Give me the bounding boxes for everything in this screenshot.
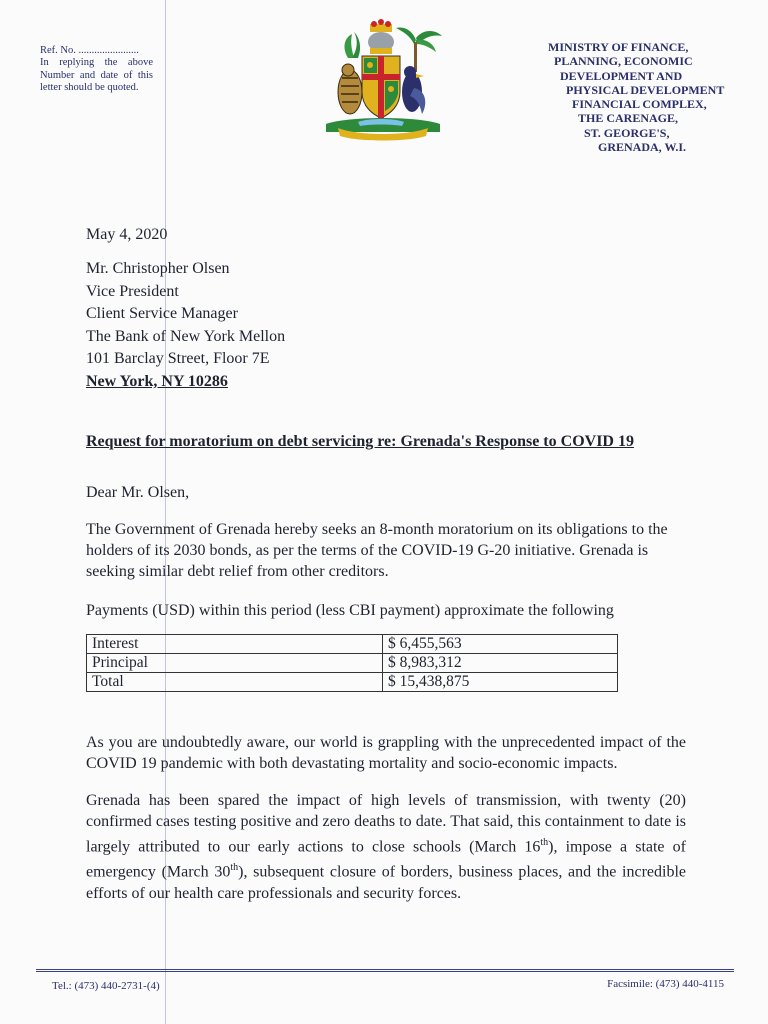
ministry-line-2: PLANNING, ECONOMIC (554, 54, 693, 69)
payment-label: Total (87, 673, 383, 692)
response-text-part-2: ), impose a state of emergency (March 30 (86, 838, 687, 881)
footer-facsimile: Facsimile: (473) 440-4115 (607, 978, 724, 990)
ministry-line-3: DEVELOPMENT AND (560, 68, 683, 83)
recipient-organization: The Bank of New York Mellon (86, 327, 286, 345)
payment-label: Interest (87, 635, 383, 654)
table-row (87, 673, 618, 692)
payment-amount: $ 6,455,563 (383, 635, 618, 654)
letter-date: May 4, 2020 (86, 226, 168, 243)
grenada-coat-of-arms-icon (318, 18, 448, 144)
footer-divider (36, 969, 734, 970)
ministry-line-4: PHYSICAL DEVELOPMENT (566, 82, 725, 97)
paragraph-pandemic-impact: As you are undoubtedly aware, our world is grappling with the unprecedented impact of the COVID 19 pandemic with both devastating mortality and socio-economic impacts. (86, 734, 686, 772)
recipient-name: Mr. Christopher Olsen (86, 260, 230, 277)
paragraph-grenada-response (86, 790, 686, 904)
paragraph-payments-intro: Payments (USD) within this period (less CBI payment) approximate the following (86, 602, 614, 619)
table-row (87, 635, 618, 654)
salutation: Dear Mr. Olsen, (86, 484, 190, 501)
payment-amount: $ 8,983,312 (383, 654, 618, 673)
paragraph-moratorium-request: The Government of Grenada hereby seeks an 8-month moratorium on its obligations to the holders of its 2030 bonds, as per the terms of the COVID-19 G-20 initiative. Grenada is seeking similar debt relief from other creditors. (86, 521, 668, 580)
letter-subject: Request for moratorium on debt servicing re: Grenada's Response to COVID 19 (86, 433, 634, 450)
recipient-role: Client Service Manager (86, 305, 238, 323)
recipient-street: 101 Barclay Street, Floor 7E (86, 350, 270, 368)
recipient-title: Vice President (86, 282, 179, 300)
response-text-part-1: Grenada has been spared the impact of high levels of transmission, with twenty (20) confirmed cases testing positive and zero deaths to date. That said, this containment to date is largely attributed to our early actions to close schools (March 16 (86, 792, 686, 856)
ministry-line-7: ST. GEORGE'S, (584, 125, 670, 140)
response-text-part-3: ), subsequent closure of borders, business places, and the incredible efforts of our health care professionals and security forces. (86, 863, 687, 902)
recipient-city: New York, NY 10286 (86, 372, 228, 390)
ref-note-line-3: letter should be quoted. (40, 82, 139, 94)
footer-divider (36, 971, 734, 972)
ministry-address-block (520, 40, 760, 154)
table-row (87, 654, 618, 673)
ref-note-line-2: Number and date of this (40, 69, 153, 81)
ministry-line-5: FINANCIAL COMPLEX, (572, 97, 707, 112)
footer-telephone: Tel.: (473) 440-2731-(4) (52, 980, 160, 992)
ref-number: Ref. No. ....................... (40, 45, 139, 56)
ref-note-line-1: In replying the above (40, 57, 153, 69)
payment-amount: $ 15,438,875 (383, 673, 618, 692)
ordinal-suffix: th (540, 837, 549, 848)
payments-table (86, 634, 618, 692)
ordinal-suffix: th (230, 862, 239, 874)
ministry-line-6: THE CARENAGE, (578, 111, 679, 126)
payment-label: Principal (87, 654, 383, 673)
recipient-address (86, 258, 285, 394)
ministry-line-8: GRENADA, W.I. (598, 140, 687, 155)
ministry-line-1: MINISTRY OF FINANCE, (548, 40, 689, 54)
reference-block (40, 45, 153, 95)
